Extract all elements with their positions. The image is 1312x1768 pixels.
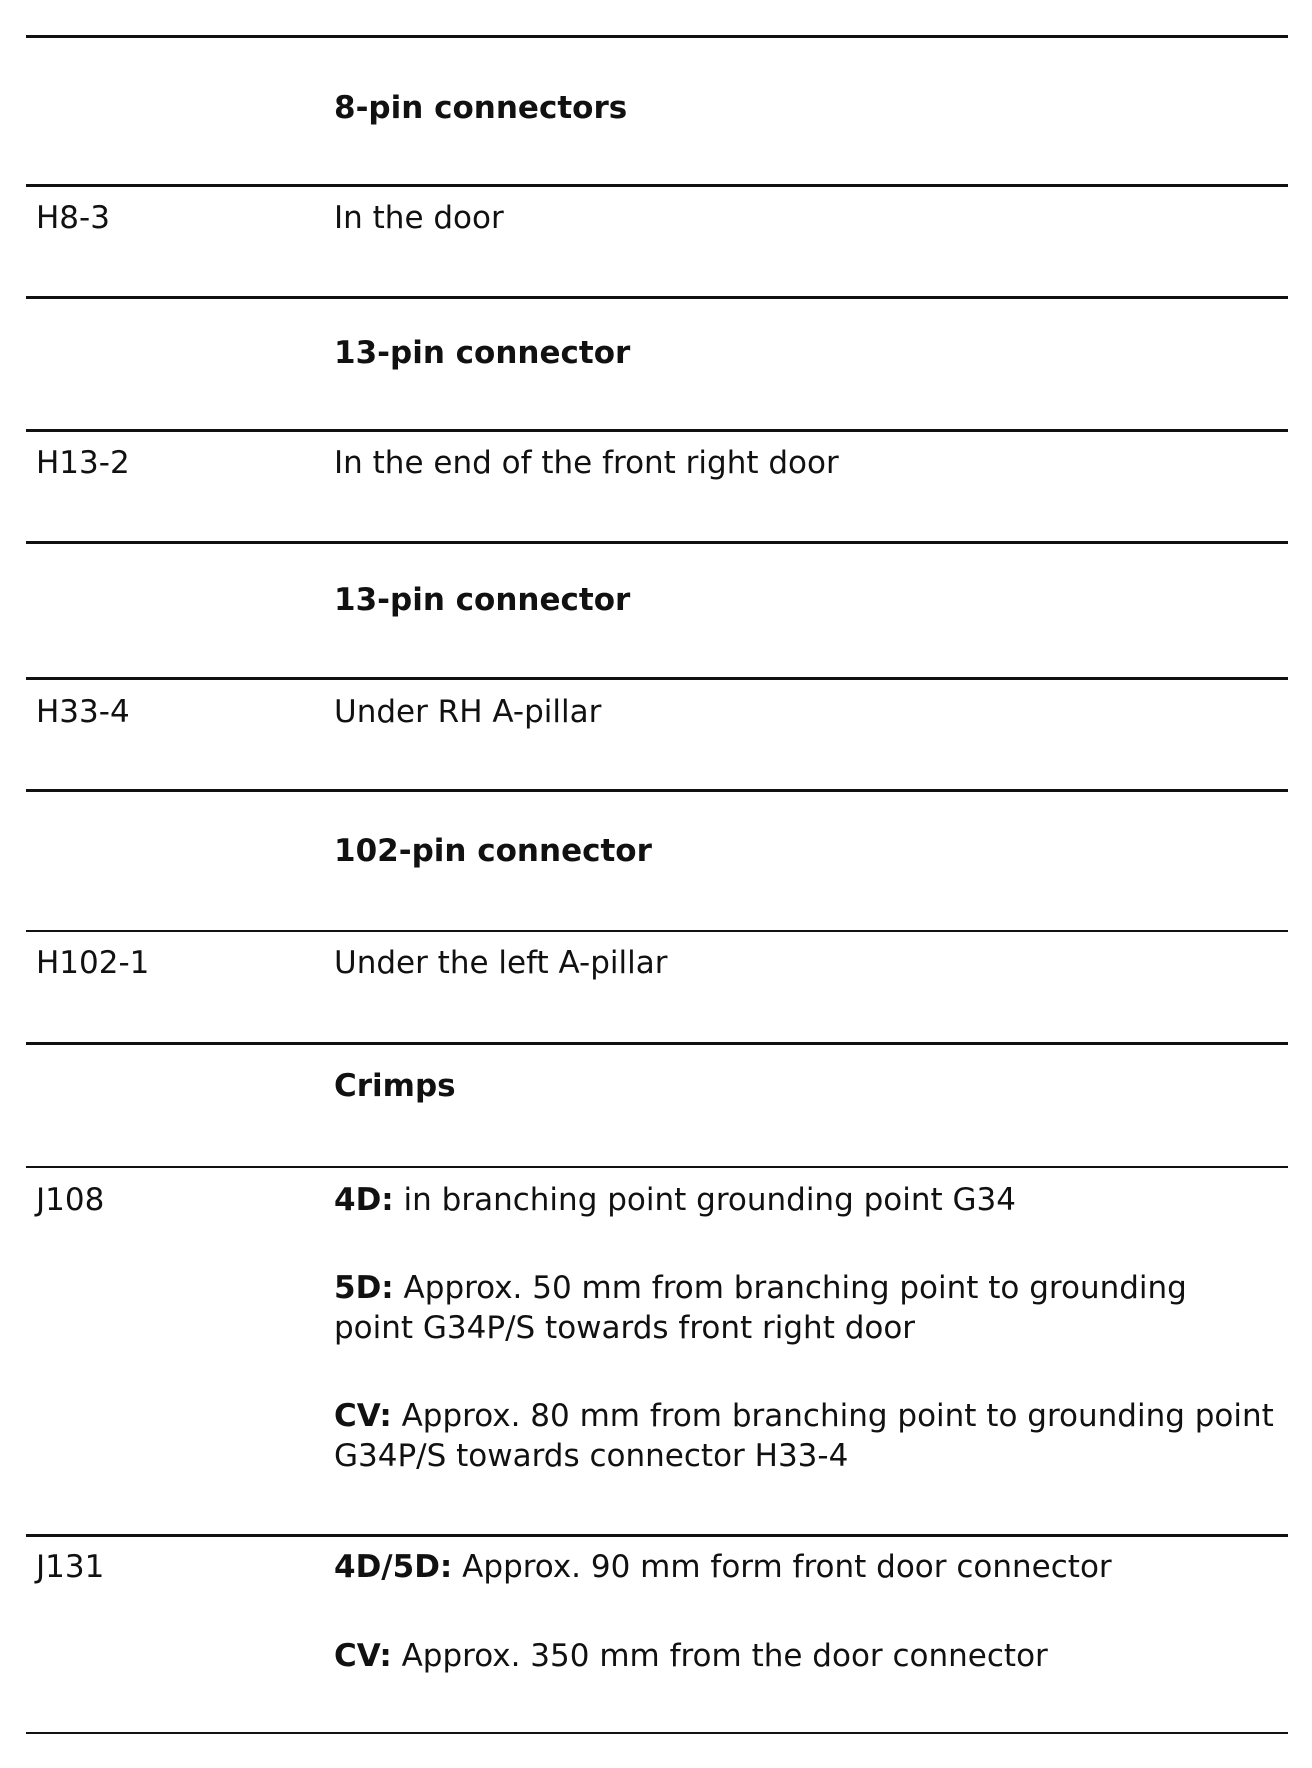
section-heading: 102-pin connector — [334, 833, 652, 869]
note-label: CV: — [334, 1398, 392, 1434]
note-text: Approx. 350 mm from the door connector — [391, 1638, 1048, 1674]
note-label: 4D: — [334, 1182, 394, 1218]
note-label: 5D: — [334, 1270, 394, 1306]
table-rule — [26, 677, 1288, 680]
connector-location: In the end of the front right door — [334, 445, 839, 481]
table-rule — [26, 184, 1288, 187]
table-rule — [26, 789, 1288, 792]
table-rule — [26, 930, 1288, 932]
section-heading: 13-pin connector — [334, 582, 631, 618]
connector-location: Under the left A-pillar — [334, 945, 668, 981]
crimp-code: J108 — [36, 1182, 105, 1218]
crimp-note — [334, 1396, 1274, 1476]
note-text: in branching point grounding point G34 — [393, 1182, 1016, 1218]
note-text: Approx. 80 mm from branching point to grounding point G34P/S towards connector H33-4 — [334, 1398, 1274, 1474]
connector-code: H102-1 — [36, 945, 150, 981]
table-rule — [26, 429, 1288, 432]
table-rule — [26, 35, 1288, 38]
crimp-note — [334, 1180, 1274, 1220]
table-rule — [26, 1732, 1288, 1734]
crimp-note — [334, 1636, 1274, 1676]
crimp-code: J131 — [36, 1549, 105, 1585]
note-text: Approx. 50 mm from branching point to grounding point G34P/S towards front right door — [334, 1270, 1187, 1346]
connector-code: H13-2 — [36, 445, 130, 481]
table-rule — [26, 296, 1288, 299]
connector-location: In the door — [334, 200, 504, 236]
crimp-note — [334, 1547, 1274, 1587]
table-rule — [26, 1042, 1288, 1045]
section-heading: 8-pin connectors — [334, 90, 628, 126]
section-heading: 13-pin connector — [334, 335, 631, 371]
note-label: CV: — [334, 1638, 392, 1674]
note-text: Approx. 90 mm form front door connector — [452, 1549, 1112, 1585]
connector-code: H33-4 — [36, 694, 130, 730]
note-label: 4D/5D: — [334, 1549, 453, 1585]
section-heading: Crimps — [334, 1068, 456, 1104]
table-rule — [26, 1166, 1288, 1168]
connector-code: H8-3 — [36, 200, 110, 236]
table-rule — [26, 1534, 1288, 1537]
table-rule — [26, 541, 1288, 544]
crimp-note — [334, 1268, 1274, 1348]
connector-location: Under RH A-pillar — [334, 694, 602, 730]
